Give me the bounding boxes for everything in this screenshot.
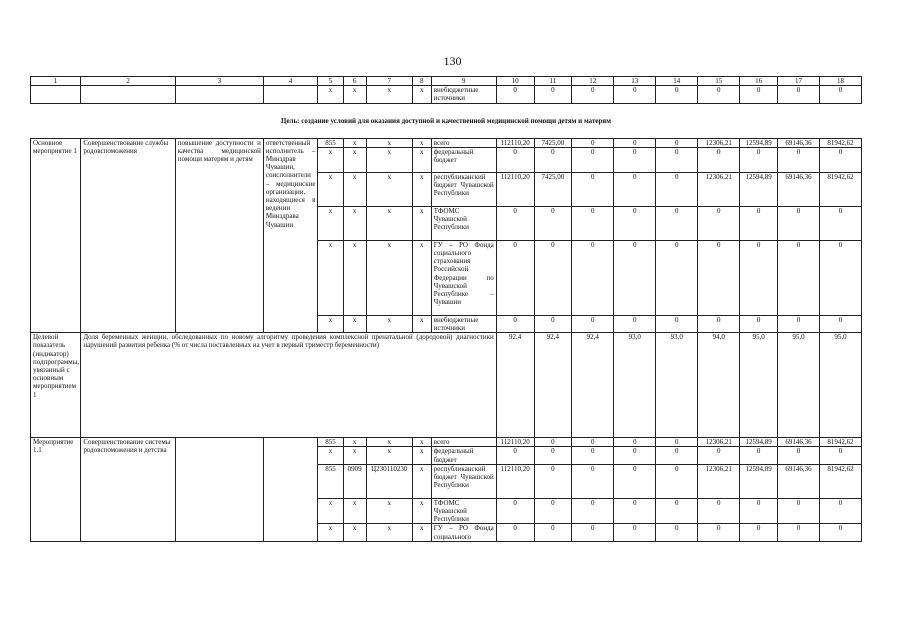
value-cell: 0 xyxy=(698,315,740,332)
column-number: 11 xyxy=(534,77,572,86)
value-cell: 112110,20 xyxy=(496,138,534,147)
value-cell: 12594,89 xyxy=(740,138,778,147)
value-cell: 0 xyxy=(534,240,572,315)
table-row xyxy=(31,438,862,447)
goal-row xyxy=(31,103,862,138)
indicator-value: 92,4 xyxy=(572,333,614,438)
code-cell: x xyxy=(318,315,343,332)
code-cell: x xyxy=(366,147,412,172)
value-cell: 0 xyxy=(534,438,572,447)
value-cell: 0 xyxy=(534,315,572,332)
indicator-label: Целевой показатель (индикатор) подпрограммы, увязанный с основным мероприятием 1 xyxy=(31,333,81,438)
value-cell: 0 xyxy=(534,86,572,103)
code-cell: x xyxy=(412,138,431,147)
value-cell: 0 xyxy=(777,147,819,172)
indicator-value: 95,0 xyxy=(740,333,778,438)
value-cell: 0 xyxy=(496,524,534,541)
value-cell: 69146,36 xyxy=(777,172,819,206)
value-cell: 81942,62 xyxy=(819,464,861,498)
source-cell: ГУ – РО Фонда социального xyxy=(431,524,496,541)
indicator-value: 92,4 xyxy=(496,333,534,438)
value-cell: 0 xyxy=(656,172,698,206)
code-cell: x xyxy=(412,86,431,103)
code-cell: x xyxy=(412,524,431,541)
value-cell: 0 xyxy=(740,86,778,103)
source-cell: внебюджетные источники xyxy=(431,315,496,332)
empty-cell xyxy=(31,86,81,103)
value-cell: 0 xyxy=(819,524,861,541)
value-cell: 0 xyxy=(656,447,698,464)
value-cell: 7425,00 xyxy=(534,138,572,147)
value-cell: 81942,62 xyxy=(819,438,861,447)
value-cell: 0 xyxy=(614,447,656,464)
value-cell: 0 xyxy=(819,206,861,240)
source-cell: внебюджетные источники xyxy=(431,86,496,103)
code-cell: x xyxy=(343,147,366,172)
value-cell: 12594,89 xyxy=(740,464,778,498)
code-cell: x xyxy=(343,438,366,447)
value-cell: 0 xyxy=(572,464,614,498)
source-cell: ТФОМС Чувашской Республики xyxy=(431,498,496,524)
value-cell: 0 xyxy=(496,447,534,464)
source-cell: ТФОМС Чувашской Республики xyxy=(431,206,496,240)
value-cell: 12594,89 xyxy=(740,438,778,447)
indicator-value: 93,0 xyxy=(614,333,656,438)
value-cell: 0 xyxy=(496,315,534,332)
code-cell: x xyxy=(318,524,343,541)
column-number: 16 xyxy=(740,77,778,86)
indicator-value: 95,0 xyxy=(777,333,819,438)
code-cell: x xyxy=(343,240,366,315)
indicator-row xyxy=(31,333,862,438)
value-cell: 0 xyxy=(496,498,534,524)
value-cell: 69146,36 xyxy=(777,438,819,447)
value-cell: 0 xyxy=(496,240,534,315)
value-cell: 0 xyxy=(740,524,778,541)
code-cell: x xyxy=(412,464,431,498)
indicator-value: 95,0 xyxy=(819,333,861,438)
value-cell: 0 xyxy=(656,138,698,147)
value-cell: 0 xyxy=(496,86,534,103)
value-cell: 0 xyxy=(656,498,698,524)
value-cell: 0 xyxy=(614,147,656,172)
value-cell: 0 xyxy=(572,206,614,240)
code-cell: x xyxy=(412,172,431,206)
column-number: 18 xyxy=(819,77,861,86)
code-cell: x xyxy=(318,172,343,206)
value-cell: 7425,00 xyxy=(534,172,572,206)
value-cell: 0 xyxy=(656,147,698,172)
code-cell: x xyxy=(343,315,366,332)
empty-cell xyxy=(81,86,175,103)
code-cell: x xyxy=(343,447,366,464)
source-cell: республиканский бюджет Чувашской Республики xyxy=(431,464,496,498)
value-cell: 0 xyxy=(819,86,861,103)
value-cell: 0 xyxy=(572,240,614,315)
indicator-value: 92,4 xyxy=(534,333,572,438)
indicator-text: Доля беременных женщин, обследованных по новому алгоритму проведения комплексной пренатальной (дородовой) диагностики нарушений развития ребенка (% от числа поставленных на учет в первый триместр беременности) xyxy=(81,333,496,438)
result-cell: повышение доступности и качества медицинской помощи матерям и детям xyxy=(175,138,263,333)
value-cell: 12306,21 xyxy=(698,438,740,447)
value-cell: 0 xyxy=(614,315,656,332)
code-cell: x xyxy=(343,86,366,103)
value-cell: 0 xyxy=(572,86,614,103)
code-cell: x xyxy=(366,138,412,147)
indicator-value: 93,0 xyxy=(656,333,698,438)
value-cell: 112110,20 xyxy=(496,172,534,206)
value-cell: 0 xyxy=(534,464,572,498)
code-cell: 0909 xyxy=(343,464,366,498)
code-cell: x xyxy=(412,438,431,447)
code-cell: x xyxy=(343,524,366,541)
value-cell: 0 xyxy=(614,438,656,447)
code-cell: x xyxy=(318,498,343,524)
empty-cell xyxy=(263,86,318,103)
value-cell: 12306,21 xyxy=(698,172,740,206)
code-cell: x xyxy=(366,498,412,524)
value-cell: 0 xyxy=(496,206,534,240)
value-cell: 0 xyxy=(819,240,861,315)
value-cell: 0 xyxy=(614,498,656,524)
value-cell: 0 xyxy=(819,147,861,172)
value-cell: 12306,21 xyxy=(698,138,740,147)
code-cell: x xyxy=(412,498,431,524)
value-cell: 81942,62 xyxy=(819,172,861,206)
value-cell: 0 xyxy=(572,524,614,541)
column-number: 12 xyxy=(572,77,614,86)
code-cell: 855 xyxy=(318,138,343,147)
empty-cell xyxy=(175,86,263,103)
value-cell: 0 xyxy=(777,498,819,524)
code-cell: x xyxy=(412,240,431,315)
code-cell: x xyxy=(366,240,412,315)
value-cell: 0 xyxy=(534,447,572,464)
name-cell: Совершенствование службы родовспоможения xyxy=(81,138,175,333)
value-cell: 0 xyxy=(614,172,656,206)
code-cell: x xyxy=(366,315,412,332)
goal-heading: Цель: создание условий для оказания доступной и качественной медицинской помощи детям и матерям xyxy=(31,103,862,138)
source-cell: всего xyxy=(431,438,496,447)
value-cell: 0 xyxy=(698,206,740,240)
value-cell: 12306,21 xyxy=(698,464,740,498)
value-cell: 0 xyxy=(777,315,819,332)
value-cell: 0 xyxy=(572,438,614,447)
column-number: 15 xyxy=(698,77,740,86)
code-cell: x xyxy=(343,498,366,524)
code-cell: x xyxy=(343,206,366,240)
column-number: 2 xyxy=(81,77,175,86)
code-cell: x xyxy=(412,315,431,332)
code-cell: 855 xyxy=(318,438,343,447)
value-cell: 0 xyxy=(534,147,572,172)
indicator-value: 94,0 xyxy=(698,333,740,438)
value-cell: 0 xyxy=(614,86,656,103)
value-cell: 69146,36 xyxy=(777,464,819,498)
source-cell: федеральный бюджет xyxy=(431,447,496,464)
value-cell: 0 xyxy=(656,240,698,315)
value-cell: 0 xyxy=(698,240,740,315)
value-cell: 112110,20 xyxy=(496,438,534,447)
value-cell: 0 xyxy=(698,86,740,103)
result-cell xyxy=(175,438,263,542)
source-cell: федеральный бюджет xyxy=(431,147,496,172)
code-cell: 855 xyxy=(318,464,343,498)
value-cell: 0 xyxy=(819,315,861,332)
value-cell: 0 xyxy=(777,206,819,240)
code-cell: x xyxy=(412,206,431,240)
value-cell: 0 xyxy=(740,206,778,240)
status-cell: Мероприятие 1.1 xyxy=(31,438,81,542)
value-cell: 0 xyxy=(614,240,656,315)
code-cell: x xyxy=(412,447,431,464)
code-cell: x xyxy=(366,206,412,240)
value-cell: 0 xyxy=(572,498,614,524)
code-cell: Ц230110230 xyxy=(366,464,412,498)
value-cell: 0 xyxy=(534,206,572,240)
value-cell: 0 xyxy=(614,138,656,147)
value-cell: 0 xyxy=(777,240,819,315)
code-cell: x xyxy=(343,172,366,206)
column-number: 5 xyxy=(318,77,343,86)
code-cell: x xyxy=(318,86,343,103)
value-cell: 0 xyxy=(740,240,778,315)
code-cell: x xyxy=(366,172,412,206)
page-number: 130 xyxy=(443,54,462,68)
value-cell: 12594,89 xyxy=(740,172,778,206)
value-cell: 0 xyxy=(777,447,819,464)
code-cell: x xyxy=(412,147,431,172)
value-cell: 0 xyxy=(656,315,698,332)
value-cell: 81942,62 xyxy=(819,138,861,147)
code-cell: x xyxy=(318,147,343,172)
source-cell: республиканский бюджет Чувашской Республики xyxy=(431,172,496,206)
value-cell: 0 xyxy=(572,172,614,206)
responsible-cell xyxy=(263,438,318,542)
value-cell: 0 xyxy=(819,447,861,464)
value-cell: 0 xyxy=(572,447,614,464)
column-number: 10 xyxy=(496,77,534,86)
value-cell: 0 xyxy=(698,147,740,172)
value-cell: 0 xyxy=(656,206,698,240)
value-cell: 0 xyxy=(740,315,778,332)
column-number: 1 xyxy=(31,77,81,86)
value-cell: 112110,20 xyxy=(496,464,534,498)
value-cell: 0 xyxy=(614,464,656,498)
table-row xyxy=(31,138,862,147)
column-number: 3 xyxy=(175,77,263,86)
value-cell: 0 xyxy=(534,524,572,541)
value-cell: 0 xyxy=(698,498,740,524)
column-number: 6 xyxy=(343,77,366,86)
table-row xyxy=(31,86,862,103)
value-cell: 0 xyxy=(777,86,819,103)
value-cell: 0 xyxy=(534,498,572,524)
column-number: 13 xyxy=(614,77,656,86)
code-cell: x xyxy=(366,86,412,103)
value-cell: 0 xyxy=(572,315,614,332)
value-cell: 0 xyxy=(819,498,861,524)
value-cell: 0 xyxy=(496,147,534,172)
value-cell: 0 xyxy=(656,524,698,541)
value-cell: 0 xyxy=(614,524,656,541)
source-cell: всего xyxy=(431,138,496,147)
responsible-cell: ответственный исполнитель – Минздрав Чувашии, соисполнители – медицинские организации, находящиеся в ведении Минздрава Чувашии xyxy=(263,138,318,333)
code-cell: x xyxy=(318,206,343,240)
value-cell: 0 xyxy=(656,464,698,498)
budget-table xyxy=(30,76,862,542)
column-number: 8 xyxy=(412,77,431,86)
column-number: 9 xyxy=(431,77,496,86)
value-cell: 0 xyxy=(740,147,778,172)
status-cell: Основное мероприятие 1 xyxy=(31,138,81,333)
column-number: 7 xyxy=(366,77,412,86)
value-cell: 0 xyxy=(614,206,656,240)
name-cell: Совершенствование системы родовспоможения и детства xyxy=(81,438,175,542)
value-cell: 0 xyxy=(698,447,740,464)
value-cell: 0 xyxy=(656,438,698,447)
code-cell: x xyxy=(366,447,412,464)
value-cell: 0 xyxy=(572,147,614,172)
code-cell: x xyxy=(366,438,412,447)
column-number: 17 xyxy=(777,77,819,86)
code-cell: x xyxy=(343,138,366,147)
column-number: 4 xyxy=(263,77,318,86)
value-cell: 0 xyxy=(740,498,778,524)
value-cell: 0 xyxy=(572,138,614,147)
column-number-row xyxy=(31,77,862,86)
value-cell: 0 xyxy=(698,524,740,541)
value-cell: 0 xyxy=(656,86,698,103)
column-number: 14 xyxy=(656,77,698,86)
code-cell: x xyxy=(318,447,343,464)
code-cell: x xyxy=(318,240,343,315)
value-cell: 0 xyxy=(740,447,778,464)
value-cell: 69146,36 xyxy=(777,138,819,147)
code-cell: x xyxy=(366,524,412,541)
value-cell: 0 xyxy=(777,524,819,541)
source-cell: ГУ – РО Фонда социального страхования Российской Федерации по Чувашской Республике – Чувашии xyxy=(431,240,496,315)
